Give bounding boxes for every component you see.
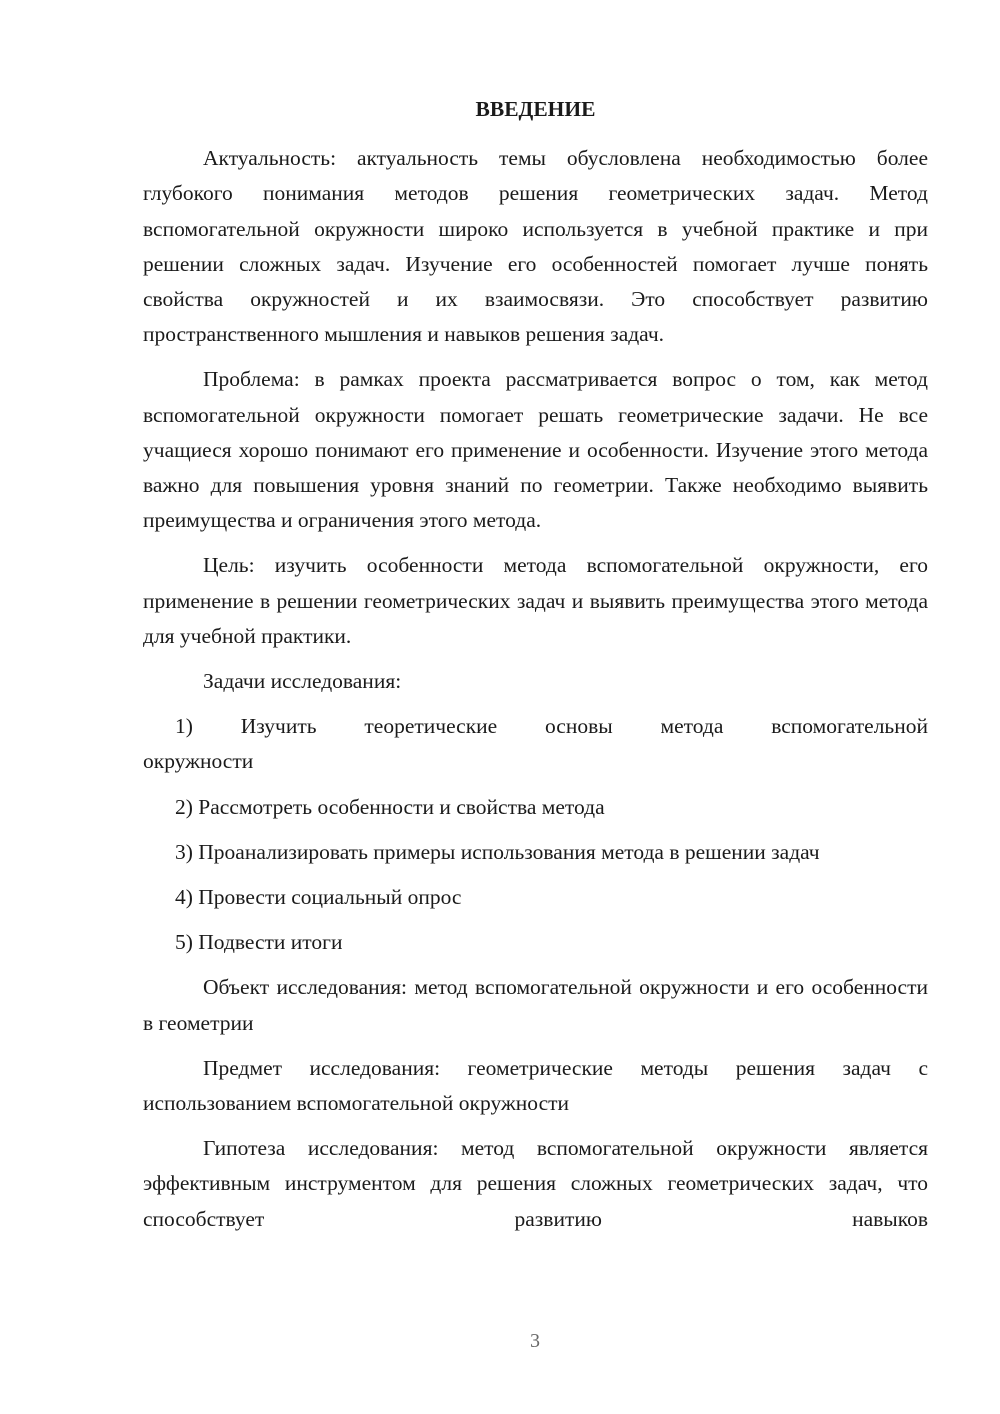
paragraph-problem: Проблема: в рамках проекта рассматривается вопрос о том, как метод вспомогательной окружности помогает решать геометрические задачи. Не все учащиеся хорошо понимают его применение и особенности. Изучение этого метода важно для повышения уровня знаний по геометрии. Также необходимо выявить преимущества и ограничения этого метода. xyxy=(143,367,928,533)
task-item-2: 2) Рассмотреть особенности и свойства метода xyxy=(175,794,605,819)
paragraph-object: Объект исследования: метод вспомогательной окружности и его особенности в геометрии xyxy=(143,975,928,1035)
document-page xyxy=(143,92,928,1247)
paragraph-subject: Предмет исследования: геометрические методы решения задач с использованием вспомогательной окружности xyxy=(143,1055,928,1116)
task-item-3: 3) Проанализировать примеры использования метода в решении задач xyxy=(175,839,820,864)
task-item-1: 1) Изучить теоретические основы метода вспомогательной окружности xyxy=(143,714,928,774)
task-item-4: 4) Провести социальный опрос xyxy=(175,885,462,910)
task-item-5: 5) Подвести итоги xyxy=(175,930,343,955)
paragraph-goal: Цель: изучить особенности метода вспомогательной окружности, его применение в решении геометрических задач и выявить преимущества этого метода для учебной практики. xyxy=(143,553,928,648)
paragraph-relevance: Актуальность: актуальность темы обусловлена необходимостью более глубокого понимания методов решения геометрических задач. Метод вспомогательной окружности широко используется в учебной практике и при решении сложных задач. Изучение его особенностей помогает лучше понять свойства окружностей и их взаимосвязи. Это способствует развитию пространственного мышления и навыков решения задач. xyxy=(143,146,928,347)
paragraph-hypothesis: Гипотеза исследования: метод вспомогательной окружности является эффективным инструментом для решения сложных геометрических задач, что способствует развитию навыков xyxy=(143,1136,928,1231)
page-number: 3 xyxy=(530,1330,540,1352)
section-title: ВВЕДЕНИЕ xyxy=(475,97,596,121)
tasks-heading: Задачи исследования: xyxy=(203,669,402,694)
